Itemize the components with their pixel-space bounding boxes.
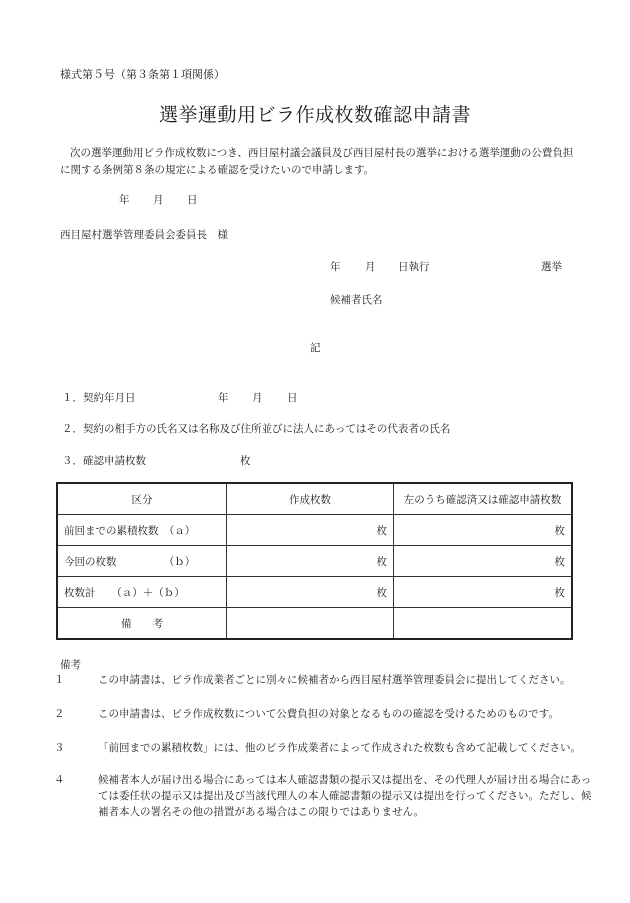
recipient: 西目屋村選挙管理委員会委員長 様 [60, 229, 228, 241]
table-header-row [57, 483, 572, 515]
header-category: 区分 [57, 483, 227, 515]
note-text: 「前回までの累積枚数」には、他のビラ作成業者によって作成された枚数も含めて記載してください。 [98, 742, 581, 754]
note-item [54, 740, 594, 756]
created-count-cell[interactable]: 枚 [227, 577, 394, 608]
confirmed-count-cell[interactable]: 枚 [394, 515, 573, 546]
confirmed-count-cell[interactable]: 枚 [394, 577, 573, 608]
row-label: 枚数計 （ａ）＋（ｂ） [57, 577, 227, 608]
note-text: 候補者本人が届け出る場合にあっては本人確認書類の提示又は提出を、その代理人が届け出る場合にあっては委任状の提示又は提出及び当該代理人の本人確認書類の提示又は提出を行ってください。ただし、候補者本人の署名その他の措置がある場合はこの限りではありません。 [98, 774, 592, 818]
date-day-label: 日 [187, 194, 198, 206]
header-created-count: 作成枚数 [227, 483, 394, 515]
row-label: 今回の枚数 （ｂ） [57, 546, 227, 577]
document-title: 選挙運動用ビラ作成枚数確認申請書 [158, 104, 471, 126]
remarks-cell[interactable] [394, 608, 573, 640]
note-number: ２ [54, 708, 65, 720]
note-item [54, 772, 594, 820]
table-row [57, 546, 572, 577]
request-count-unit: 枚 [240, 455, 251, 467]
intro-paragraph: 次の選挙運動用ビラ作成枚数につき、西目屋村議会議員及び西目屋村長の選挙における選挙運動の公費負担に関する条例第８条の規定による確認を受けたいので申請します。 [60, 147, 574, 176]
election-year-label: 年 [330, 261, 341, 273]
date-year-label: 年 [119, 194, 130, 206]
ki-heading: 記 [310, 342, 321, 354]
note-number: １ [54, 674, 65, 686]
note-text: この申請書は、ビラ作成枚数について公費負担の対象となるものの確認を受けるためのものです。 [98, 708, 559, 720]
note-item [54, 706, 594, 722]
table-row [57, 577, 572, 608]
election-day-exec-label: 日執行 [398, 261, 430, 273]
contract-date-label: １．契約年月日 [62, 392, 136, 404]
contract-date-month: 月 [252, 392, 263, 404]
note-number: ４ [54, 774, 65, 786]
election-month-label: 月 [365, 261, 376, 273]
created-count-cell[interactable]: 枚 [227, 515, 394, 546]
contract-date-year: 年 [218, 392, 229, 404]
contract-date-day: 日 [287, 392, 298, 404]
date-month-label: 月 [153, 194, 164, 206]
note-text: この申請書は、ビラ作成業者ごとに別々に候補者から西目屋村選挙管理委員会に提出してください。 [98, 674, 571, 686]
request-count-label: ３．確認申請枚数 [62, 455, 146, 467]
header-confirmed-count: 左のうち確認済又は確認申請枚数 [394, 483, 573, 515]
note-number: ３ [54, 742, 65, 754]
counterparty-label: ２．契約の相手方の氏名又は名称及び住所並びに法人にあってはその代表者の氏名 [62, 423, 451, 435]
remarks-cell[interactable] [227, 608, 394, 640]
sheet-count-table [56, 482, 573, 640]
confirmed-count-cell[interactable]: 枚 [394, 546, 573, 577]
table-row [57, 515, 572, 546]
form-number: 様式第５号（第３条第１項関係） [60, 68, 225, 81]
table-row [57, 608, 572, 640]
note-item [54, 672, 594, 688]
candidate-name-label: 候補者氏名 [330, 294, 383, 306]
remarks-label: 備 考 [57, 608, 227, 640]
row-label: 前回までの累積枚数 （ａ） [57, 515, 227, 546]
notes-title: 備考 [60, 659, 81, 671]
election-label: 選挙 [541, 261, 562, 273]
created-count-cell[interactable]: 枚 [227, 546, 394, 577]
